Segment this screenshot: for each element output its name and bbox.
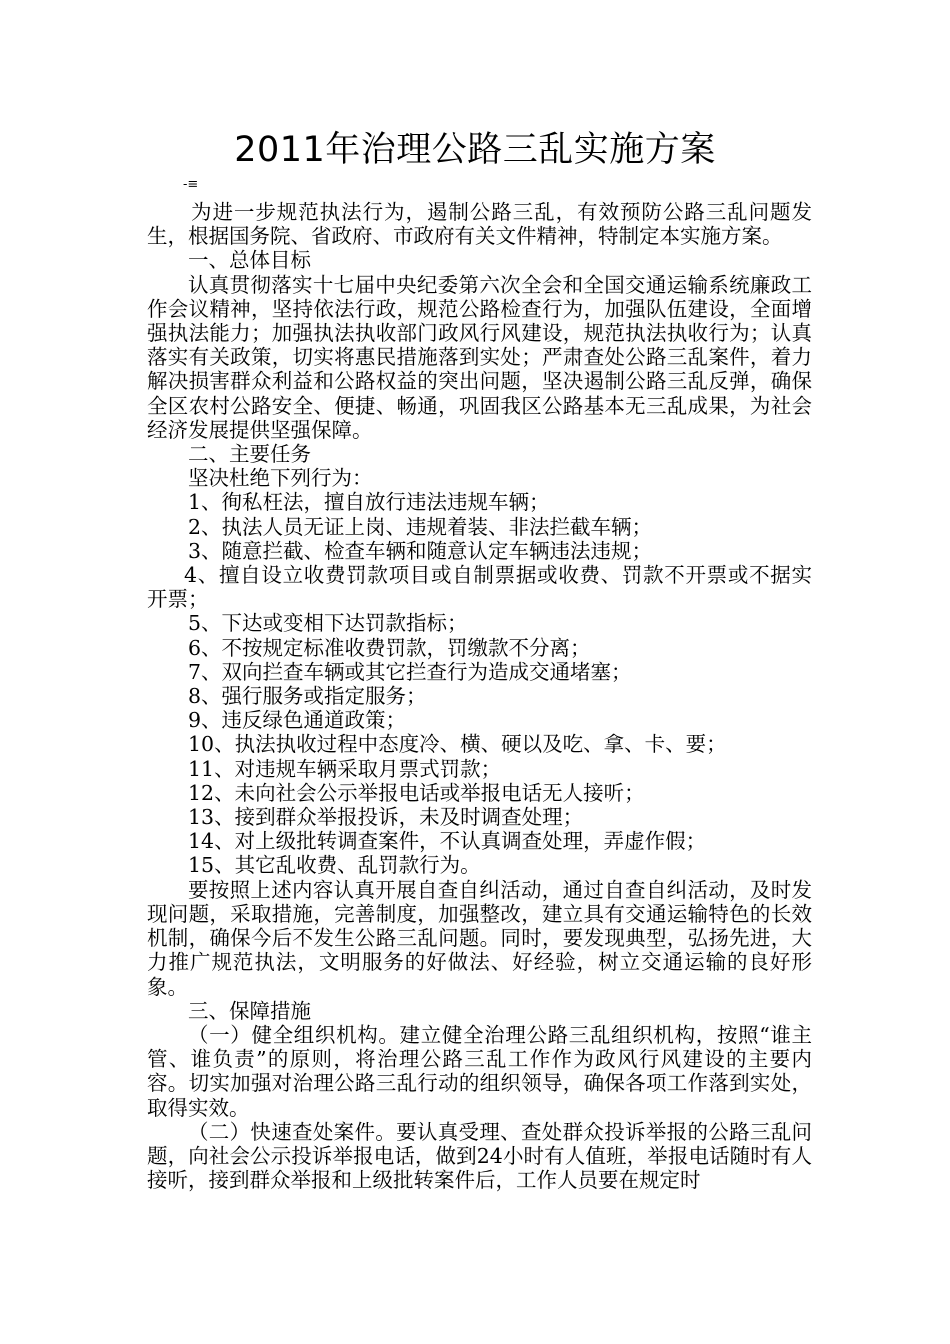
paragraph-mark: -≡ — [183, 177, 199, 192]
list-item: 13、接到群众举报投诉，未及时调查处理； — [188, 805, 584, 830]
list-item: 3、随意拦截、检查车辆和随意认定车辆违法违规； — [188, 538, 653, 563]
goals-paragraph: 认真贯彻落实十七届中央纪委第六次全会和全国交通运输系统廉政工作会议精神，坚持依法行政，规范公路检查行为，加强队伍建设，全面增强执法能力；加强执法执收部门政风行风建设，规范执法执收行为；认真落实有关政策，切实将惠民措施落到实处；严肃查处公路三乱案件，着力解决损害群众利益和公路权益的突出问题，坚决遏制公路三乱反弹，确保全区农村公路安全、便捷、畅通，巩固我区公路基本无三乱成果，为社会经济发展提供坚强保障。 — [147, 272, 812, 442]
list-item: 4、擅自设立收费罚款项目或自制票据或收费、罚款不开票或不据实开票； — [147, 563, 812, 612]
self-check-paragraph: 要按照上述内容认真开展自查自纠活动，通过自查自纠活动，及时发现问题，采取措施，完善制度，加强整改，建立具有交通运输特色的长效机制，确保今后不发生公路三乱问题。同时，要发现典型，弘扬先进，大力推广规范执法，文明服务的好做法、好经验，树立交通运输的良好形象。 — [147, 877, 812, 999]
measure-cases-paragraph: （二）快速查处案件。要认真受理、查处群众投诉举报的公路三乱问题，向社会公示投诉举报电话，做到24小时有人值班，举报电话随时有人接听，接到群众举报和上级批转案件后，工作人员要在规定时 — [147, 1119, 812, 1193]
list-item: 6、不按规定标准收费罚款，罚缴款不分离； — [188, 635, 591, 660]
list-item: 8、强行服务或指定服务； — [188, 684, 427, 709]
list-item: 5、下达或变相下达罚款指标； — [188, 611, 468, 636]
section-heading-goals: 一、总体目标 — [188, 248, 311, 273]
document-body — [147, 200, 812, 1192]
list-item: 9、违反绿色通道政策； — [188, 708, 407, 733]
list-item: 11、对违规车辆采取月票式罚款； — [188, 756, 502, 781]
measure-organization-paragraph: （一）健全组织机构。建立健全治理公路三乱组织机构，按照“谁主管、谁负责”的原则，将治理公路三乱工作作为政风行风建设的主要内容。切实加强对治理公路三乱行动的组织领导，确保各项工作落到实处，取得实效。 — [147, 1022, 812, 1120]
list-item: 1、徇私枉法，擅自放行违法违规车辆； — [188, 490, 550, 515]
document-title: 2011年治理公路三乱实施方案 — [234, 130, 716, 170]
list-item: 2、执法人员无证上岗、违规着装、非法拦截车辆； — [188, 514, 653, 539]
section-heading-tasks: 二、主要任务 — [188, 442, 311, 467]
list-item: 15、其它乱收费、乱罚款行为。 — [188, 853, 481, 878]
tasks-lead: 坚决杜绝下列行为： — [188, 466, 373, 491]
list-item: 7、双向拦查车辆或其它拦查行为造成交通堵塞； — [188, 659, 632, 684]
list-item: 10、执法执收过程中态度冷、横、硬以及吃、拿、卡、要； — [188, 732, 727, 757]
list-item: 12、未向社会公示举报电话或举报电话无人接听； — [188, 780, 645, 805]
section-heading-measures: 三、保障措施 — [188, 998, 311, 1023]
list-item: 14、对上级批转调查案件，不认真调查处理，弄虚作假； — [188, 829, 707, 854]
intro-paragraph: 为进一步规范执法行为，遏制公路三乱，有效预防公路三乱问题发生，根据国务院、省政府、市政府有关文件精神，特制定本实施方案。 — [147, 200, 812, 249]
